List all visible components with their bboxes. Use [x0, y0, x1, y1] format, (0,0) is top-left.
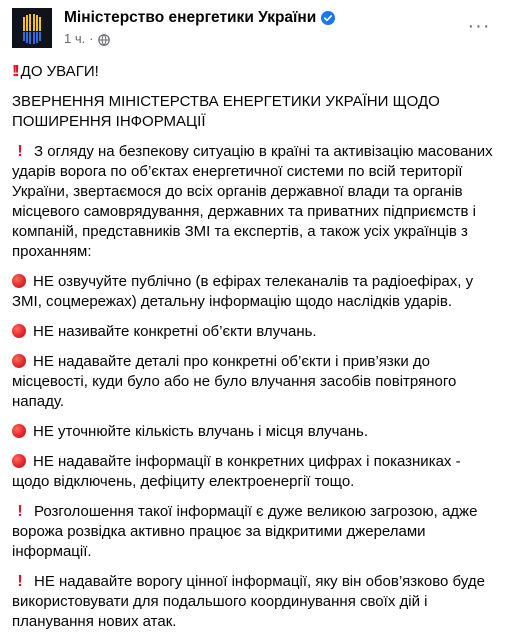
rule-text: НЕ надавайте деталі про конкретні об’єкти і прив’язки до місцевості, куди було або не було влучання засобів повітряного нападу. — [12, 353, 457, 410]
rule-item — [12, 272, 496, 312]
post-header — [12, 8, 493, 52]
exclamation-icon: ! — [17, 573, 23, 590]
globe-icon[interactable] — [98, 33, 110, 45]
red-circle-icon — [12, 454, 26, 468]
post-title: ЗВЕРНЕННЯ МІНІСТЕРСТВА ЕНЕРГЕТИКИ УКРАЇНИ ЩОДО ПОШИРЕННЯ ІНФОРМАЦІЇ — [12, 93, 440, 130]
more-options-button[interactable] — [465, 12, 493, 40]
rule-item — [12, 352, 496, 412]
red-circle-icon — [12, 354, 26, 368]
final-text: НЕ надавайте ворогу цінної інформації, яку він обов’язково буде використовувати для подальшого координування своїх дій і планування нових атак. — [12, 573, 485, 630]
more-options-icon: ··· — [467, 15, 491, 37]
final-paragraph — [12, 572, 496, 632]
intro-paragraph — [12, 142, 496, 262]
post-content — [12, 62, 496, 642]
warning-paragraph — [12, 502, 496, 562]
rule-text: НЕ надавайте інформації в конкретних цифрах і показниках - щодо відключень, дефіциту електроенергії тощо. — [12, 453, 461, 490]
verified-badge-icon — [321, 11, 335, 25]
warning-text: Розголошення такої інформації є дуже великою загрозою, адже ворожа розвідка активно працює за відкритими джерелами інформації. — [12, 503, 478, 560]
intro-text: З огляду на безпекову ситуацію в країні та активізацію масованих ударів ворога по об’єктах енергетичної системи по всій території України, звертаємося до всіх органів державної влади та органів місцевого самоврядування, державних та приватних підприємств і компаній, представників ЗМІ та експертів, а також усіх українців з проханням: — [12, 143, 493, 260]
page-name-text[interactable]: Міністерство енергетики України — [64, 9, 317, 26]
rule-text: НЕ озвучуйте публічно (в ефірах телеканалів та радіоефірах, у ЗМІ, соцмережах) детальну інформацію щодо наслідків ударів. — [12, 273, 474, 310]
ministry-logo-icon[interactable] — [12, 8, 52, 48]
meta-separator: · — [89, 31, 94, 46]
red-circle-icon — [12, 324, 26, 338]
page-name-link[interactable] — [64, 8, 335, 28]
rule-text: НЕ називайте конкретні об’єкти влучань. — [33, 323, 317, 340]
post-heading — [12, 62, 496, 82]
rule-item — [12, 452, 496, 492]
heading-text: ДО УВАГИ! — [20, 63, 99, 80]
red-circle-icon — [12, 274, 26, 288]
exclamation-icon: ! — [17, 143, 23, 160]
post-timestamp[interactable]: 1 ч. — [64, 31, 86, 46]
post-meta — [64, 30, 110, 48]
rule-text: НЕ уточнюйте кількість влучань і місця влучань. — [33, 423, 368, 440]
rule-item — [12, 322, 496, 342]
red-circle-icon — [12, 424, 26, 438]
rule-item — [12, 422, 496, 442]
double-exclamation-icon: !! — [12, 63, 17, 80]
exclamation-icon: ! — [17, 503, 23, 520]
